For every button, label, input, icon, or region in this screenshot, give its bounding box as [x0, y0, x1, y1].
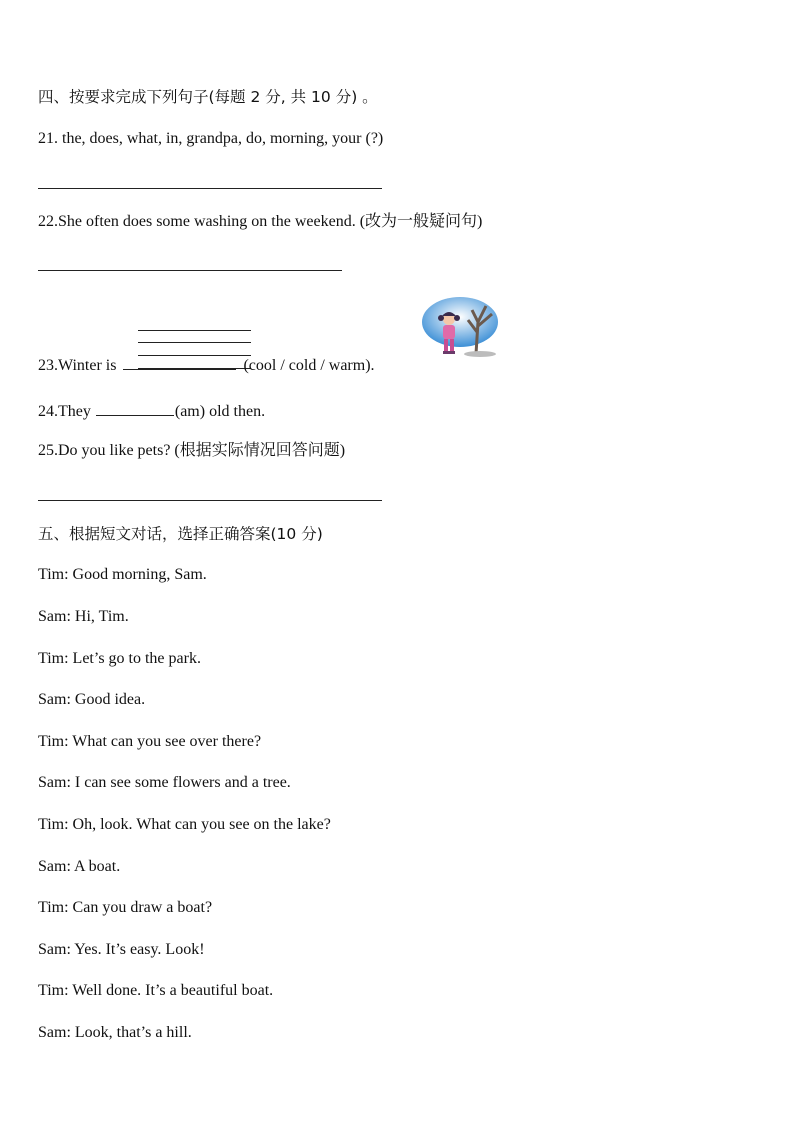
question-24: [38, 399, 265, 422]
question-23-prefix: 23.Winter is: [38, 357, 117, 374]
section-4-heading: 四、按要求完成下列句子(每题 2 分, 共 10 分) 。: [38, 88, 378, 106]
question-22: 22.She often does some washing on the weekend. (改为一般疑问句): [38, 213, 483, 230]
answer-line-21[interactable]: [38, 188, 382, 189]
dialogue-line: Sam: Hi, Tim.: [38, 608, 129, 625]
dialogue-line: Sam: I can see some flowers and a tree.: [38, 774, 291, 791]
blank-line: [138, 330, 251, 331]
blank-23[interactable]: [123, 357, 236, 370]
question-25: 25.Do you like pets? (根据实际情况回答问题): [38, 442, 346, 459]
dialogue-line: Sam: Yes. It’s easy. Look!: [38, 941, 205, 958]
answer-line-22[interactable]: [38, 270, 342, 271]
winter-girl-illustration: [420, 292, 502, 360]
blank-24[interactable]: [96, 399, 174, 416]
dialogue-line: Sam: Good idea.: [38, 691, 146, 708]
question-24-prefix: 24.They: [38, 403, 91, 420]
question-21: 21. the, does, what, in, grandpa, do, morning, your (?): [38, 130, 384, 147]
dialogue-line: Tim: What can you see over there?: [38, 733, 262, 750]
answer-line-25[interactable]: [38, 500, 382, 501]
question-23-suffix: (cool / cold / warm).: [243, 357, 375, 374]
dialogue-line: Tim: Let’s go to the park.: [38, 650, 201, 667]
dialogue-line: Sam: Look, that’s a hill.: [38, 1024, 192, 1041]
dialogue-line: Sam: A boat.: [38, 858, 121, 875]
question-24-suffix: (am) old then.: [174, 403, 266, 420]
dialogue-line: Tim: Well done. It’s a beautiful boat.: [38, 982, 274, 999]
dialogue-line: Tim: Oh, look. What can you see on the lake?: [38, 816, 331, 833]
blank-line: [138, 342, 251, 343]
dialogue-line: Tim: Good morning, Sam.: [38, 566, 207, 583]
dialogue-line: Tim: Can you draw a boat?: [38, 899, 213, 916]
section-5-heading: 五、根据短文对话，选择正确答案(10 分): [38, 525, 323, 543]
question-23: [38, 356, 375, 376]
